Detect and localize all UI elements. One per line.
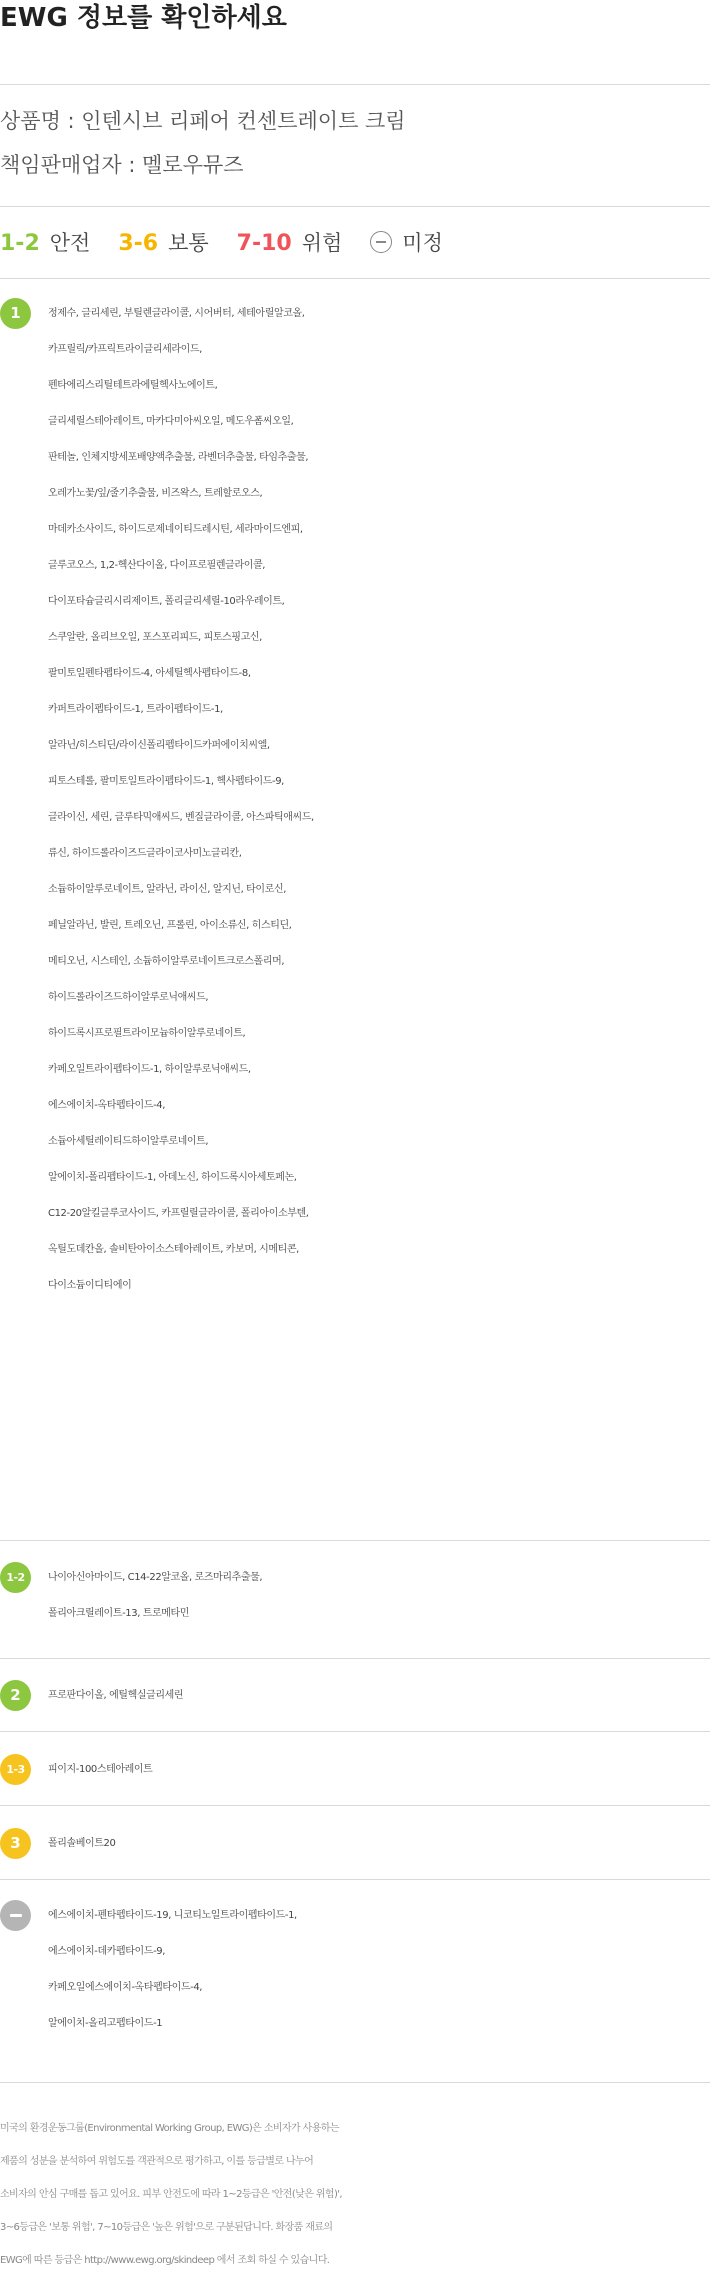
ingredient-line: 글리세릴스테아레이트, 마카다미아씨오일, 메도우폼씨오일, <box>48 416 294 427</box>
ingredient-line: 글라이신, 세린, 글루타믹애씨드, 벤질글라이콜, 아스파틱애씨드, <box>48 812 314 823</box>
ingredient-line: 팔미토일펜타펩타이드-4, 아세틸헥사펩타이드-8, <box>48 668 251 679</box>
legend-high-label: 위험 <box>301 231 343 255</box>
divider <box>0 1540 710 1541</box>
ingredient-line: 판테놀, 인체지방세포배양액추출물, 라벤더추출물, 타임추출물, <box>48 452 309 463</box>
ingredient-line: 폴리아크릴레이트-13, 트로메타민 <box>48 1608 190 1619</box>
ingredient-line: 옥틸도데칸올, 솔비탄아이소스테아레이트, 카보머, 시메티콘, <box>48 1244 299 1255</box>
ingredient-line: 알에이치-폴리펩타이드-1, 아데노신, 하이드록시아세토페논, <box>48 1172 297 1183</box>
legend-safe-range: 1-2 <box>0 231 40 256</box>
divider <box>0 84 710 85</box>
ewg-description <box>0 2112 710 2277</box>
product-seller: 책임판매업자 : 멜로우뮤즈 <box>0 153 244 177</box>
ingredient-line: 류신, 하이드롤라이즈드글라이코사미노글리칸, <box>48 848 242 859</box>
ingredient-line: 알라닌/히스티딘/라이신폴리펩타이드카퍼에이치씨엘, <box>48 740 270 751</box>
ingredient-line: 에스에이치-펜타펩타이드-19, 니코티노일트라이펩타이드-1, <box>48 1910 297 1921</box>
ingredient-line: 오레가노꽃/잎/줄기추출물, 비즈왁스, 트레할로오스, <box>48 488 263 499</box>
ingredient-line: 에스에이치-옥타펩타이드-4, <box>48 1100 166 1111</box>
ingredient-line: 하이드록시프로필트라이모늄하이알루로네이트, <box>48 1028 246 1039</box>
description-line: 3~6등급은 '보통 위험', 7~10등급은 '높은 위험'으로 구분된답니다. 화장품 재료의 <box>0 2222 333 2233</box>
ingredient-line: 폴리솔베이트20 <box>48 1838 116 1849</box>
grade-badge: 1-2 <box>0 1562 31 1593</box>
ingredient-line: 소듐아세틸레이티드하이알루로네이트, <box>48 1136 209 1147</box>
ingredient-line: 메티오닌, 시스테인, 소듐하이알루로네이트크로스폴리머, <box>48 956 285 967</box>
legend-moderate <box>118 227 208 257</box>
grade-badge: 1-3 <box>0 1754 31 1785</box>
legend-moderate-range: 3-6 <box>118 231 159 256</box>
legend-high <box>237 227 343 257</box>
divider <box>0 278 710 279</box>
grade-badge: 1 <box>0 298 31 329</box>
ingredient-line: 다이포타슘글리시리제이트, 폴리글리세릴-10라우레이트, <box>48 596 285 607</box>
legend-undetermined-label: 미정 <box>402 231 443 255</box>
ingredient-line: 다이소듐이디티에이 <box>48 1280 132 1291</box>
minus-circle-icon <box>370 231 392 253</box>
divider <box>0 2082 710 2083</box>
ingredient-list <box>48 1826 710 1862</box>
description-line: EWG에 따른 등급은 http://www.ewg.org/skindeep 에서 조회 하실 수 있습니다. <box>0 2255 330 2266</box>
ingredient-list <box>48 1678 710 1714</box>
legend-undetermined <box>370 227 443 257</box>
ingredient-list <box>48 1752 710 1788</box>
ingredient-line: 페닐알라닌, 발린, 트레오닌, 프롤린, 아이소류신, 히스티딘, <box>48 920 292 931</box>
ingredient-line: 글루코오스, 1,2-헥산다이올, 다이프로필렌글라이콜, <box>48 560 266 571</box>
ingredient-line: 마데카소사이드, 하이드로제네이티드레시틴, 세라마이드엔피, <box>48 524 303 535</box>
legend-moderate-label: 보통 <box>168 231 209 255</box>
divider <box>0 1879 710 1880</box>
ingredient-list <box>48 296 710 1304</box>
divider <box>0 1805 710 1806</box>
legend-high-range: 7-10 <box>236 231 292 256</box>
ingredient-line: 하이드롤라이즈드하이알루로닉애씨드, <box>48 992 209 1003</box>
divider <box>0 206 710 207</box>
description-line: 미국의 환경운동그룹(Environmental Working Group, EWG)은 소비자가 사용하는 <box>0 2123 339 2134</box>
ingredient-line: 나이아신아마이드, C14-22알코올, 로즈마리추출물, <box>48 1572 263 1583</box>
page-title: EWG 정보를 확인하세요 <box>0 3 287 33</box>
legend-safe <box>0 227 90 257</box>
ingredient-line: 펜타에리스리틸테트라에틸헥사노에이트, <box>48 380 218 391</box>
grade-badge: 2 <box>0 1680 31 1711</box>
grade-legend <box>0 224 471 260</box>
ingredient-line: 피토스테롤, 팔미토일트라이펩타이드-1, 헥사펩타이드-9, <box>48 776 284 787</box>
ingredient-line: 스쿠알란, 올리브오일, 포스포리피드, 피토스핑고신, <box>48 632 262 643</box>
product-name: 상품명 : 인텐시브 리페어 컨센트레이트 크림 <box>0 109 406 133</box>
grade-badge: 3 <box>0 1828 31 1859</box>
ingredient-list <box>48 1560 710 1632</box>
ingredient-line: 카퍼트라이펩타이드-1, 트라이펩타이드-1, <box>48 704 223 715</box>
ingredient-line: 카페오일에스에이치-옥타펩타이드-4, <box>48 1982 203 1993</box>
undetermined-badge-icon <box>0 1900 31 1931</box>
divider <box>0 1731 710 1732</box>
ingredient-line: 소듐하이알루로네이트, 알라닌, 라이신, 알지닌, 타이로신, <box>48 884 286 895</box>
ingredient-line: 에스에이치-데카펩타이드-9, <box>48 1946 166 1957</box>
ingredient-line: 정제수, 글리세린, 부틸렌글라이콜, 시어버터, 세테아릴알코올, <box>48 308 305 319</box>
legend-safe-label: 안전 <box>49 231 91 255</box>
ingredient-line: 프로판다이올, 에틸헥실글리세린 <box>48 1690 184 1701</box>
ingredient-line: 피이지-100스테아레이트 <box>48 1764 153 1775</box>
description-line: 소비자의 안심 구매를 돕고 있어요. 피부 안전도에 따라 1~2등급은 '안전(낮은 위험)', <box>0 2189 343 2200</box>
ingredient-line: 알에이치-올리고펩타이드-1 <box>48 2018 163 2029</box>
description-line: 제품의 성분을 분석하여 위험도를 객관적으로 평가하고, 이를 등급별로 나누어 <box>0 2156 314 2167</box>
divider <box>0 1658 710 1659</box>
ingredient-list <box>48 1898 710 2042</box>
ingredient-line: 카페오일트라이펩타이드-1, 하이알루로닉애씨드, <box>48 1064 251 1075</box>
ingredient-line: 카프릴릭/카프릭트라이글리세라이드, <box>48 344 202 355</box>
ingredient-line: C12-20알킬글루코사이드, 카프릴릴글라이콜, 폴리아이소부텐, <box>48 1208 309 1219</box>
